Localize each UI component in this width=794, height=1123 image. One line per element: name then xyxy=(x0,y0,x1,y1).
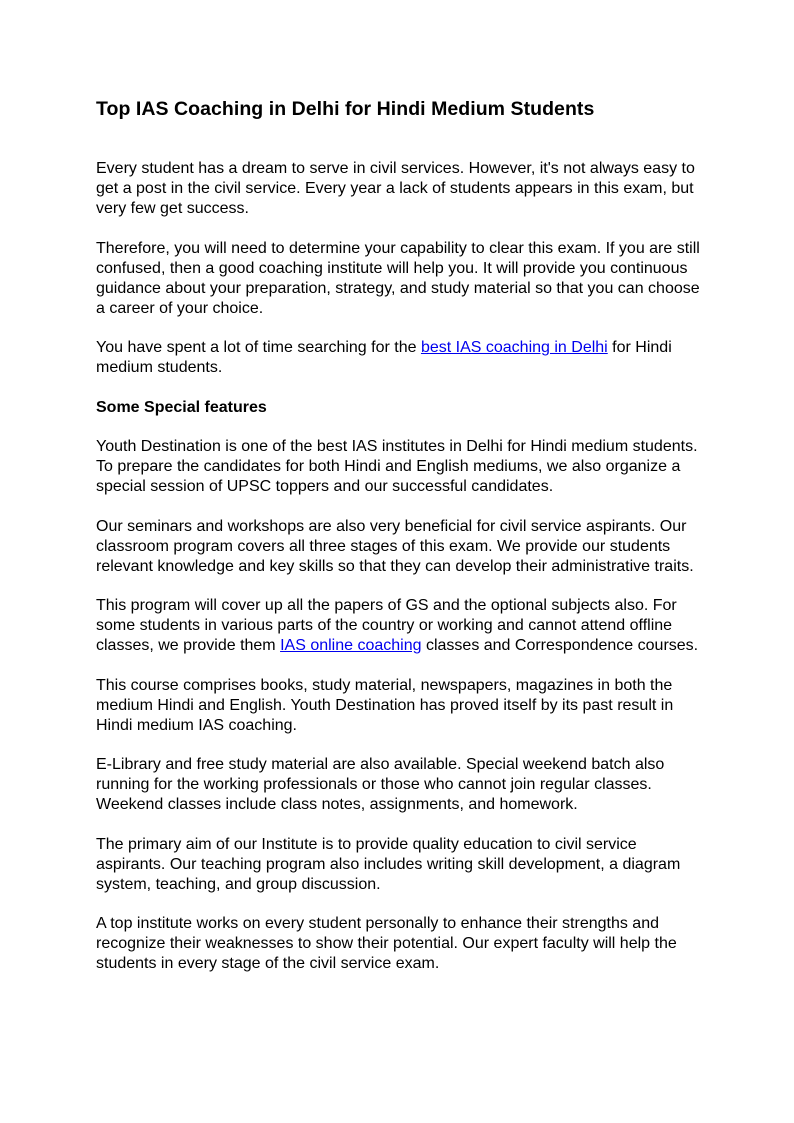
paragraph-search-before: You have spent a lot of time searching for the xyxy=(96,339,421,356)
paragraph-program-before: This program will cover up all the papers of GS and the optional subjects also. For some students in various parts of the country or working and cannot attend offline classes, we provide them xyxy=(96,597,677,654)
paragraph-search-after: for Hindi medium students. xyxy=(96,339,672,376)
best-ias-coaching-link[interactable]: best IAS coaching in Delhi xyxy=(420,339,608,356)
paragraph-aim: The primary aim of our Institute is to provide quality education to civil service aspirants. Our teaching program also includes writing skill development, a diagram system, teaching, and group discussion. xyxy=(96,835,681,893)
section-heading: Some Special features xyxy=(96,398,267,416)
document-page xyxy=(96,95,706,994)
paragraph-program xyxy=(96,596,706,656)
paragraph-course: This course comprises books, study material, newspapers, magazines in both the medium Hindi and English. Youth Destination has proved itself by its past result in Hindi medium IAS coaching. xyxy=(96,676,674,734)
paragraph-youth-destination: Youth Destination is one of the best IAS institutes in Delhi for Hindi medium students. To prepare the candidates for both Hindi and English mediums, we also organize a special session of UPSC toppers and our successful candidates. xyxy=(96,438,698,495)
ias-online-coaching-link[interactable]: IAS online coaching xyxy=(280,637,422,654)
paragraph-seminars: Our seminars and workshops are also very beneficial for civil service aspirants. Our classroom program covers all three stages of this exam. We provide our students relevant knowledge and key skills so that they can develop their administrative traits. xyxy=(96,517,694,575)
paragraph-top-institute: A top institute works on every student personally to enhance their strengths and recognize their weaknesses to show their potential. Our expert faculty will help the students in every stage of the civil service exam. xyxy=(96,915,677,972)
paragraph-program-after: classes and Correspondence courses. xyxy=(421,637,699,654)
paragraph-capability: Therefore, you will need to determine your capability to clear this exam. If you are still confused, then a good coaching institute will help you. It will provide you continuous guidance about your preparation, strategy, and study material so that you can choose a career of your choice. xyxy=(96,239,700,317)
document-title: Top IAS Coaching in Delhi for Hindi Medium Students xyxy=(96,98,595,120)
paragraph-elibrary: E-Library and free study material are also available. Special weekend batch also running for the working professionals or those who cannot join regular classes. Weekend classes include class notes, assignments, and homework. xyxy=(96,756,665,813)
document-body xyxy=(96,159,706,974)
paragraph-search xyxy=(96,338,706,378)
paragraph-intro: Every student has a dream to serve in civil services. However, it's not always easy to get a post in the civil service. Every year a lack of students appears in this exam, but very few get success. xyxy=(96,160,695,217)
